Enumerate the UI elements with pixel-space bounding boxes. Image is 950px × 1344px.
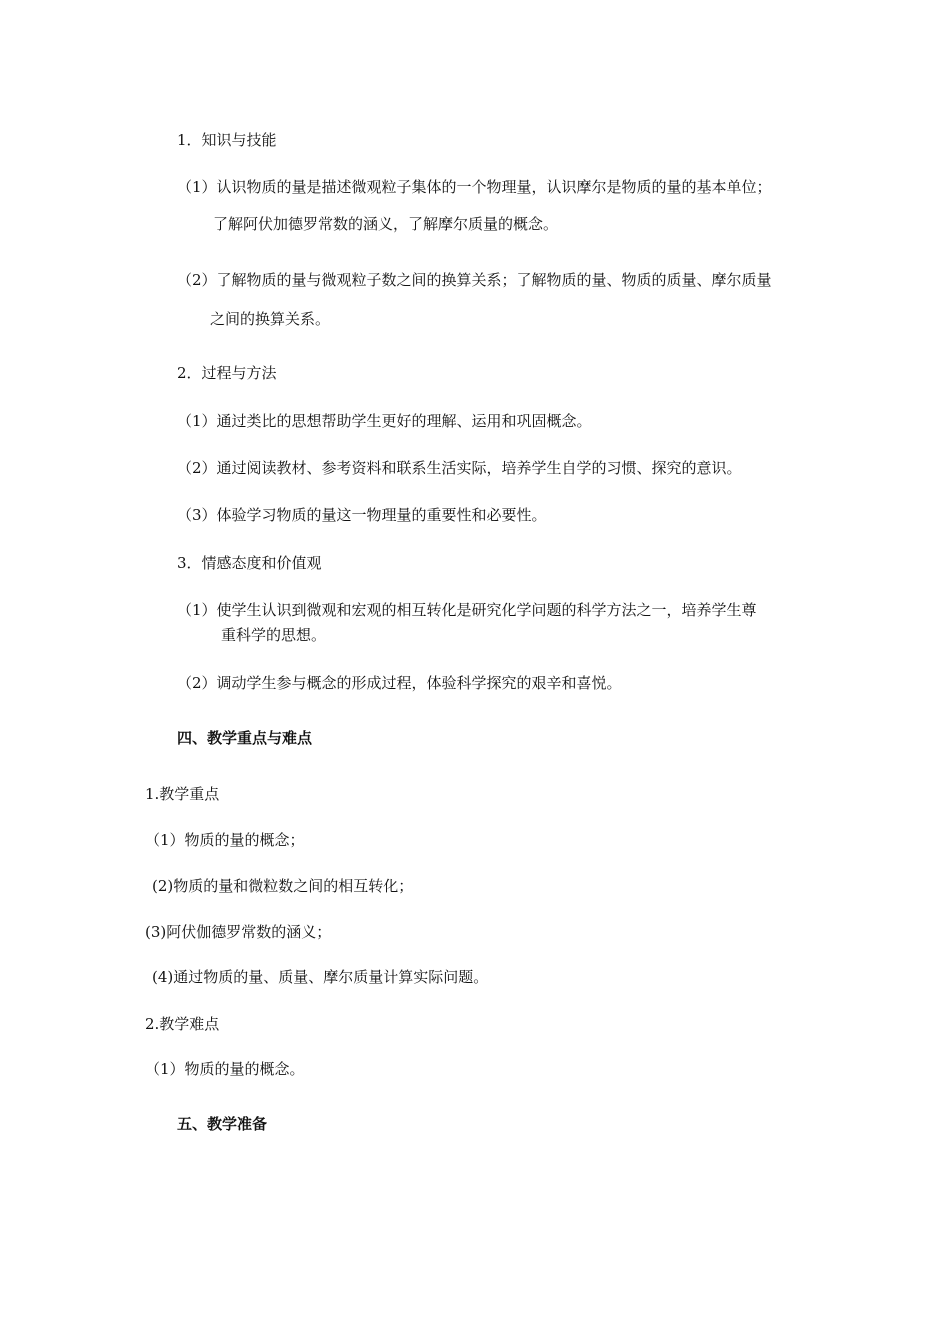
subsection-title-knowledge-skills: 1．知识与技能 <box>177 131 277 149</box>
process-item-3: （3）体验学习物质的量这一物理量的重要性和必要性。 <box>177 506 547 524</box>
subsection-title-attitudes-values: 3．情感态度和价值观 <box>177 554 322 572</box>
attitude-item-1-line-1: （1）使学生认识到微观和宏观的相互转化是研究化学问题的科学方法之一，培养学生尊 <box>177 601 757 619</box>
knowledge-item-2-line-1: （2）了解物质的量与微观粒子数之间的换算关系；了解物质的量、物质的质量、摩尔质量 <box>177 271 772 289</box>
knowledge-item-1-line-2: 了解阿伏加德罗常数的涵义，了解摩尔质量的概念。 <box>213 215 559 233</box>
subsection-title-process-methods: 2．过程与方法 <box>177 364 277 382</box>
knowledge-item-1-line-1: （1）认识物质的量是描述微观粒子集体的一个物理量，认识摩尔是物质的量的基本单位； <box>177 178 772 196</box>
section-heading-teaching-preparation: 五、教学准备 <box>177 1115 268 1133</box>
key-points-title: 1.教学重点 <box>145 785 220 803</box>
attitude-item-2: （2）调动学生参与概念的形成过程，体验科学探究的艰辛和喜悦。 <box>177 674 622 692</box>
difficult-point-1: （1）物质的量的概念。 <box>145 1060 305 1078</box>
key-point-4: (4)通过物质的量、质量、摩尔质量计算实际问题。 <box>152 968 489 986</box>
process-item-1: （1）通过类比的思想帮助学生更好的理解、运用和巩固概念。 <box>177 412 592 430</box>
difficult-points-title: 2.教学难点 <box>145 1015 220 1033</box>
section-heading-key-difficult-points: 四、教学重点与难点 <box>177 729 313 747</box>
key-point-3: (3)阿伏伽德罗常数的涵义； <box>145 923 332 941</box>
key-point-1: （1）物质的量的概念； <box>145 831 305 849</box>
process-item-2: （2）通过阅读教材、参考资料和联系生活实际，培养学生自学的习惯、探究的意识。 <box>177 459 742 477</box>
key-point-2: (2)物质的量和微粒数之间的相互转化； <box>152 877 414 895</box>
attitude-item-1-line-2: 重科学的思想。 <box>221 626 327 644</box>
knowledge-item-2-line-2: 之间的换算关系。 <box>210 310 331 328</box>
